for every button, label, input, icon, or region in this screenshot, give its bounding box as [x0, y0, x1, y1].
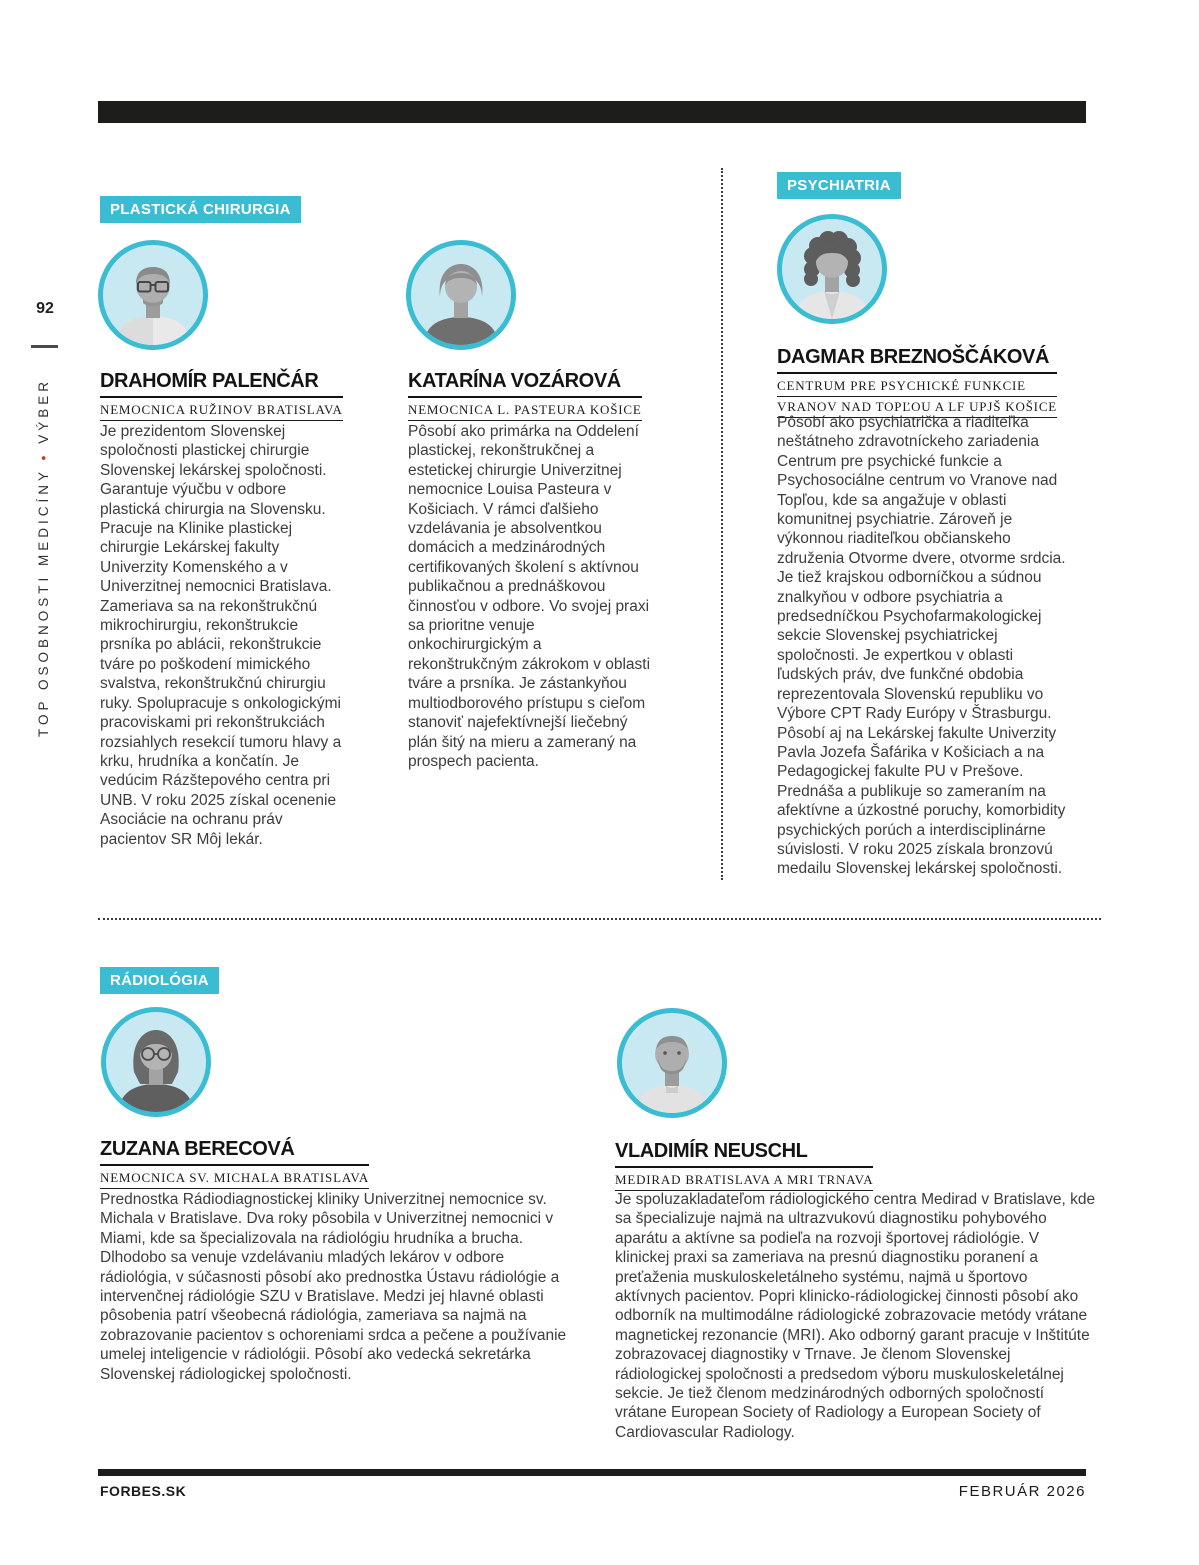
- female-portrait-icon: [411, 245, 511, 345]
- profile-bio: Pôsobí ako primárka na Oddelení plastickej, rekonštrukčnej a estetickej chirurgie Univerzitnej nemocnice Louisa Pasteura v Košiciach. V rámci ďalšieho vzdelávania je absolventkou domácich a medzinárodných certifikovaných školení s aktívnou publikačnou a prednáškovou činnosťou v odbore. Vo svojej praxi sa prioritne venuje onkochirurgickým a rekonštrukčným zákrokom v oblasti tváre a prsníka. Je zástankyňou multiodborového prístupu s cieľom stanoviť najefektívnejší liečebný plán šitý na mieru a zameraný na prospech pacienta.: [408, 423, 651, 770]
- profile-photo: [617, 1008, 727, 1118]
- male-beard-portrait-icon: [622, 1013, 722, 1113]
- profile-affiliation: MEDIRAD BRATISLAVA A MRI TRNAVA: [615, 1172, 873, 1191]
- section-divider-dotted: [98, 918, 1101, 920]
- profile-name: DRAHOMÍR PALENČÁR: [100, 370, 343, 398]
- footer-rule-bar: [98, 1469, 1086, 1476]
- profile-bio: Je prezidentom Slovenskej spoločnosti plastickej chirurgie Slovenskej lekárskej spoločnosti. Garantuje výučbu v odbore plastická chirurgia na Slovensku. Pracuje na Klinike plastickej chirurgie Lekárskej fakulty Univerzity Komenského a v Univerzitnej nemocnici Bratislava. Zameriava sa na rekonštrukčnú mikrochirurgiu, rekonštrukcie prsníka po ablácii, rekonštrukcie tváre po poškodení mimického svalstva, rekonštrukčnú chirurgiu ruky. Spolupracuje s onkologickými pracoviskami pri rekonštrukciách rozsiahlych resekcií tumoru hlavy a krku, hrudníka a končatín. Je vedúcim Rázštepového centra pri UNB. V roku 2025 získal ocenenie Asociácie na ochranu práv pacientov SR Môj lekár.: [100, 423, 342, 848]
- profile-photo: [406, 240, 516, 350]
- female-curly-portrait-icon: [782, 219, 882, 319]
- section-label-psychiatria: PSYCHIATRIA: [777, 172, 901, 199]
- profile-name: VLADIMÍR NEUSCHL: [615, 1140, 873, 1168]
- male-glasses-portrait-icon: [103, 245, 203, 345]
- page-number-rule: [31, 345, 58, 348]
- profile-affiliation: NEMOCNICA RUŽINOV BRATISLAVA: [100, 402, 343, 421]
- footer-date: FEBRUÁR 2026: [958, 1483, 1086, 1500]
- profile-name: DAGMAR BREZNOŠČÁKOVÁ: [777, 346, 1057, 374]
- profile-affiliation: NEMOCNICA SV. MICHALA BRATISLAVA: [100, 1170, 369, 1189]
- profile-photo: [98, 240, 208, 350]
- profile-name: KATARÍNA VOZÁROVÁ: [408, 370, 642, 398]
- footer-brand: FORBES.SK: [100, 1483, 187, 1499]
- female-glasses-portrait-icon: [106, 1012, 206, 1112]
- column-divider-dotted: [721, 168, 723, 880]
- page-number: 92: [36, 300, 54, 317]
- profile-bio: Je spoluzakladateľom rádiologického centra Medirad v Bratislave, kde sa špecializuje najmä na ultrazvukovú diagnostiku pohybového aparátu a aktívne sa podieľa na rozvoji športovej rádiológie. V klinickej praxi sa zameriava na presnú diagnostiku poranení a preťaženia muskuloskeletálneho systému, najmä u športovo aktívnych pacientov. Popri klinicko-rádiologickej činnosti pôsobí ako odborník na multimodálne rádiologické zobrazovacie metódy vrátane magnetickej rezonancie (MRI). Ako odborný garant pracuje v Inštitúte zobrazovacej diagnostiky v Trnave. Je členom Slovenskej rádiologickej spoločnosti a predsedom výboru muskuloskeletálnej sekcie. Je tiež členom medzinárodných odborných spoločností vrátane European Society of Radiology a European Society of Cardiovascular Radiology.: [615, 1191, 1096, 1441]
- profile-bio: Pôsobí ako psychiatrička a riaditeľka neštátneho zdravotníckeho zariadenia Centrum pre psychické funkcie a Psychosociálne centrum vo Vranove nad Topľou, kde sa angažuje v oblasti komunitnej psychiatrie. Zároveň je výkonnou riaditeľkou občianskeho združenia Otvorme dvere, otvorme srdcia. Je tiež krajskou odborníčkou a súdnou znalkyňou v odbore psychiatria a predsedníčkou Psychofarmakologickej sekcie Slovenskej psychiatrickej spoločnosti. Je expertkou v oblasti ľudských práv, dve funkčné obdobia reprezentovala Slovenskú republiku vo Výbore CPT Rady Európy v Štrasburgu. Pôsobí aj na Lekárskej fakulte Univerzity Pavla Jozefa Šafárika v Košiciach a na Pedagogickej fakulte PU v Prešove. Prednáša a publikuje so zameraním na afektívne a úzkostné poruchy, komorbidity psychických porúch a interdisciplinárne súvislosti. V roku 2025 získala bronzovú medailu Slovenskej lekárskej spoločnosti.: [777, 414, 1066, 878]
- profile-photo: [101, 1007, 211, 1117]
- profile-affiliation: CENTRUM PRE PSYCHICKÉ FUNKCIE VRANOV NAD TOPĽOU A LF UPJŠ KOŠICE: [777, 378, 1057, 418]
- profile-affiliation: NEMOCNICA L. PASTEURA KOŠICE: [408, 402, 642, 421]
- separator-dot-icon: •: [35, 451, 51, 461]
- vertical-strip-suffix: VÝBER: [36, 377, 51, 444]
- top-rule-bar: [98, 101, 1086, 123]
- vertical-strip-title: TOP OSOBNOSTI MEDICÍNY: [36, 468, 51, 737]
- profile-name: ZUZANA BERECOVÁ: [100, 1138, 369, 1166]
- section-label-radiologia: RÁDIOLÓGIA: [100, 967, 219, 994]
- profile-photo: [777, 214, 887, 324]
- profile-bio: Prednostka Rádiodiagnostickej kliniky Univerzitnej nemocnice sv. Michala v Bratislave. Dva roky pôsobila v Univerzitnej nemocnici v Miami, kde sa špecializovala na rádiológiu hrudníka a brucha. Dlhodobo sa venuje vzdelávaniu mladých lekárov v odbore rádiológia, v súčasnosti pôsobí ako prednostka Ústavu rádiológie a intervenčnej rádiológie SZU v Bratislave. Medzi jej hlavné oblasti pôsobenia patrí všeobecná rádiológia, zameriava sa najmä na zobrazovanie pacientov s ochoreniami srdca a pečene a používanie umelej inteligencie v rádiológii. Pôsobí ako vedecká sekretárka Slovenskej rádiologickej spoločnosti.: [100, 1191, 567, 1383]
- section-label-plasticka-chirurgia: PLASTICKÁ CHIRURGIA: [100, 196, 301, 223]
